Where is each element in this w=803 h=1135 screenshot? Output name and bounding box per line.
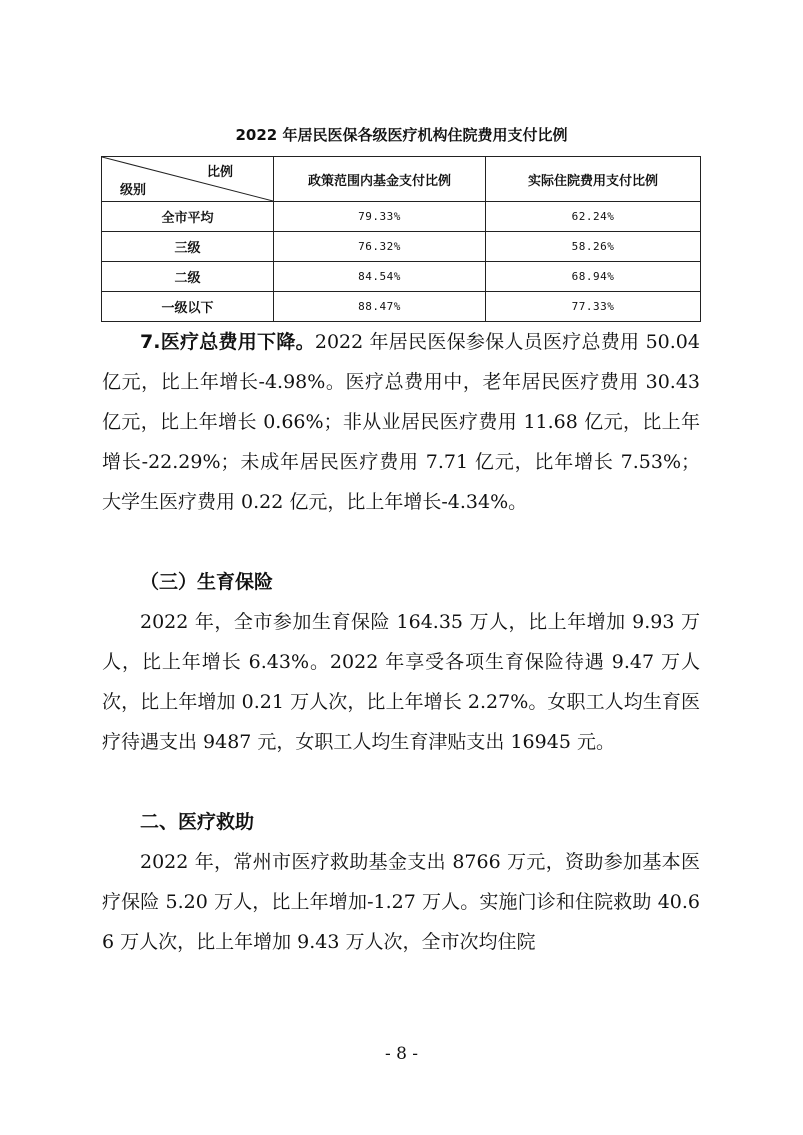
actual-ratio-cell: 58.26% bbox=[486, 232, 701, 262]
header-ratio-label: 比例 bbox=[206, 165, 233, 180]
policy-ratio-cell: 84.54% bbox=[274, 262, 486, 292]
table-row bbox=[102, 262, 701, 292]
policy-ratio-cell: 88.47% bbox=[274, 292, 486, 322]
heading-medical-aid: 二、医疗救助 bbox=[140, 811, 255, 833]
actual-ratio-cell: 77.33% bbox=[486, 292, 701, 322]
paragraph-maternity: 2022 年，全市参加生育保险 164.35 万人，比上年增加 9.93 万人，比上年增长 6.43%。2022 年享受各项生育保险待遇 9.47 万人次，比上年增加 0.21 万人次，比上年增长 2.27%。女职工人均生育医疗待遇支出 9487 元，女职工人均生育津贴支出 16945 元。 bbox=[102, 611, 700, 753]
heading-maternity-insurance: （三）生育保险 bbox=[140, 571, 274, 593]
row-label: 全市平均 bbox=[102, 202, 274, 232]
actual-ratio-cell: 68.94% bbox=[486, 262, 701, 292]
row-label: 三级 bbox=[102, 232, 274, 262]
paragraph-medical-aid: 2022 年，常州市医疗救助基金支出 8766 万元，资助参加基本医疗保险 5.20 万人，比上年增加-1.27 万人。实施门诊和住院救助 40.66 万人次，比上年增加 9.43 万人次，全市次均住院 bbox=[102, 851, 700, 953]
paragraph-total-cost bbox=[102, 322, 700, 522]
page-number: - 8 - bbox=[384, 1044, 419, 1064]
policy-ratio-cell: 79.33% bbox=[274, 202, 486, 232]
table-caption: 2022 年居民医保各级医疗机构住院费用支付比例 bbox=[235, 126, 568, 144]
diagonal-header-cell bbox=[102, 157, 274, 202]
table-row bbox=[102, 292, 701, 322]
table-row bbox=[102, 232, 701, 262]
header-level-label: 级别 bbox=[120, 183, 147, 198]
row-label: 二级 bbox=[102, 262, 274, 292]
payment-ratio-table bbox=[101, 156, 701, 322]
paragraph-body: 2022 年居民医保参保人员医疗总费用 50.04 亿元，比上年增长-4.98%。医疗总费用中，老年居民医疗费用 30.43 亿元，比上年增长 0.66%；非从业居民医疗费用 11.68 亿元，比上年增长-22.29%；未成年居民医疗费用 7.71 亿元，比年增长 7.53%；大学生医疗费用 0.22 亿元，比上年增长-4.34%。 bbox=[102, 331, 700, 513]
row-label: 一级以下 bbox=[102, 292, 274, 322]
header-actual-ratio: 实际住院费用支付比例 bbox=[486, 157, 701, 202]
actual-ratio-cell: 62.24% bbox=[486, 202, 701, 232]
policy-ratio-cell: 76.32% bbox=[274, 232, 486, 262]
table-header-row bbox=[102, 157, 701, 202]
header-policy-ratio: 政策范围内基金支付比例 bbox=[274, 157, 486, 202]
paragraph-lead: 7.医疗总费用下降。 bbox=[140, 331, 315, 353]
table-row bbox=[102, 202, 701, 232]
